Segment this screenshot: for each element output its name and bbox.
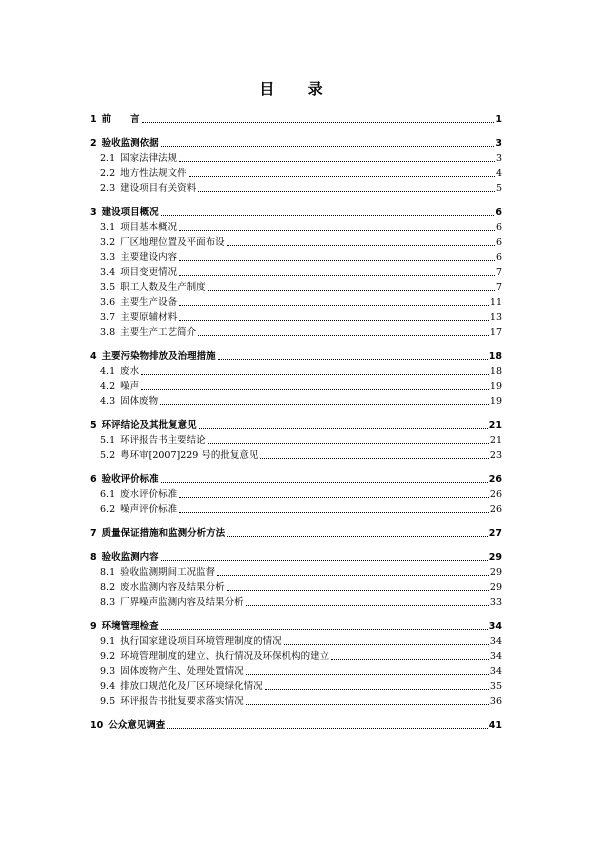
toc-entry-label: 噪声 bbox=[120, 381, 140, 392]
dot-leader bbox=[284, 644, 489, 645]
toc-entry-page-number: 19 bbox=[489, 396, 502, 407]
toc-entry-number: 3.1 bbox=[100, 222, 116, 233]
toc-entry-page-number: 26 bbox=[489, 489, 502, 500]
toc-entry-label: 废水评价标准 bbox=[120, 489, 178, 500]
toc-entry-number: 5.2 bbox=[100, 450, 116, 461]
dot-leader bbox=[141, 389, 489, 390]
toc-subsection-entry[interactable] bbox=[90, 595, 502, 610]
toc-entry-page-number: 34 bbox=[489, 636, 502, 647]
toc-subsection-entry[interactable] bbox=[90, 679, 502, 694]
page-title: 目 录 bbox=[259, 80, 337, 98]
toc-entry-page-number: 35 bbox=[489, 681, 502, 692]
dot-leader bbox=[189, 176, 495, 177]
toc-entry-number: 9.2 bbox=[100, 651, 116, 662]
toc-subsection-entry[interactable] bbox=[90, 580, 502, 595]
dot-leader bbox=[227, 245, 495, 246]
toc-entry-label: 主要生产设备 bbox=[120, 297, 178, 308]
dot-leader bbox=[161, 146, 495, 147]
toc-entry-label: 厂区地理位置及平面布设 bbox=[120, 237, 225, 248]
toc-entry-label: 厂界噪声监测内容及结果分析 bbox=[120, 597, 244, 608]
toc-subsection-entry[interactable] bbox=[90, 502, 502, 517]
toc-entry-label: 验收评价标准 bbox=[101, 474, 159, 485]
toc-entry-number: 8.3 bbox=[100, 597, 116, 608]
toc-section-entry[interactable] bbox=[90, 550, 502, 565]
toc-entry-number: 2.1 bbox=[100, 153, 116, 164]
toc-entry-number: 3.7 bbox=[100, 312, 116, 323]
toc-entry-label: 验收监测内容 bbox=[101, 552, 159, 563]
toc-entry-page-number: 26 bbox=[488, 474, 502, 485]
toc-entry-label: 排放口规范化及厂区环境绿化情况 bbox=[120, 681, 263, 692]
toc-entry-label: 项目变更情况 bbox=[120, 267, 178, 278]
dot-leader bbox=[179, 320, 489, 321]
toc-subsection-entry[interactable] bbox=[90, 280, 502, 295]
toc-entry-label: 地方性法规文件 bbox=[120, 168, 187, 179]
dot-leader bbox=[198, 335, 489, 336]
toc-entry-page-number: 36 bbox=[489, 696, 502, 707]
toc-entry-label: 国家法律法规 bbox=[120, 153, 178, 164]
toc-entry-label: 环境管理检查 bbox=[101, 621, 159, 632]
toc-entry-label: 建设项目有关资料 bbox=[120, 183, 197, 194]
toc-entry-page-number: 27 bbox=[488, 528, 502, 539]
toc-entry-number: 9.5 bbox=[100, 696, 116, 707]
toc-entry-page-number: 23 bbox=[489, 450, 502, 461]
toc-entry-label: 验收监测依据 bbox=[101, 138, 159, 149]
toc-entry-label: 废水监测内容及结果分析 bbox=[120, 582, 225, 593]
toc-entry-number: 4.3 bbox=[100, 396, 116, 407]
dot-leader bbox=[179, 161, 495, 162]
dot-leader bbox=[142, 122, 495, 123]
toc-entry-label: 公众意见调查 bbox=[108, 720, 166, 731]
dot-leader bbox=[227, 590, 489, 591]
toc-section-entry[interactable] bbox=[90, 526, 502, 541]
toc-subsection-entry[interactable] bbox=[90, 265, 502, 280]
toc-subsection-entry[interactable] bbox=[90, 220, 502, 235]
toc-entry-page-number: 21 bbox=[488, 420, 502, 431]
toc-entry-label: 建设项目概况 bbox=[101, 207, 159, 218]
dot-leader bbox=[161, 215, 495, 216]
toc-entry-number: 3.6 bbox=[100, 297, 116, 308]
toc-entry-page-number: 34 bbox=[488, 621, 502, 632]
toc-entry-number: 8.1 bbox=[100, 567, 116, 578]
dot-leader bbox=[265, 689, 489, 690]
dot-leader bbox=[179, 260, 495, 261]
toc-entry-label: 前 言 bbox=[101, 114, 140, 125]
toc-entry-number: 3.8 bbox=[100, 327, 116, 338]
toc-entry-page-number: 18 bbox=[488, 351, 502, 362]
toc-subsection-entry[interactable] bbox=[90, 379, 502, 394]
toc-subsection-entry[interactable] bbox=[90, 433, 502, 448]
toc-entry-number: 6.2 bbox=[100, 504, 116, 515]
toc-entry-page-number: 33 bbox=[489, 597, 502, 608]
toc-entry-number: 7 bbox=[90, 528, 97, 539]
toc-entry-number: 5.1 bbox=[100, 435, 116, 446]
dot-leader bbox=[160, 404, 489, 405]
dot-leader bbox=[208, 443, 489, 444]
toc-subsection-entry[interactable] bbox=[90, 634, 502, 649]
toc-entry-number: 3.5 bbox=[100, 282, 116, 293]
toc-entry-page-number: 29 bbox=[489, 582, 502, 593]
dot-leader bbox=[161, 482, 488, 483]
toc-entry-page-number: 7 bbox=[495, 282, 502, 293]
toc-subsection-entry[interactable] bbox=[90, 151, 502, 166]
dot-leader bbox=[217, 575, 489, 576]
toc-entry-page-number: 34 bbox=[489, 666, 502, 677]
toc-subsection-entry[interactable] bbox=[90, 394, 502, 409]
toc-entry-number: 8 bbox=[90, 552, 97, 563]
toc-entry-page-number: 6 bbox=[495, 252, 502, 263]
toc-entry-number: 6.1 bbox=[100, 489, 116, 500]
toc-entry-number: 4.2 bbox=[100, 381, 116, 392]
toc-entry-number: 2.3 bbox=[100, 183, 116, 194]
toc-subsection-entry[interactable] bbox=[90, 694, 502, 709]
toc-entry-label: 环评报告书批复要求落实情况 bbox=[120, 696, 244, 707]
dot-leader bbox=[167, 728, 488, 729]
toc-entry-page-number: 18 bbox=[489, 366, 502, 377]
toc-entry-number: 5 bbox=[90, 420, 97, 431]
toc-entry-page-number: 19 bbox=[489, 381, 502, 392]
dot-leader bbox=[246, 704, 489, 705]
toc-entry-number: 3.3 bbox=[100, 252, 116, 263]
toc-entry-number: 9.4 bbox=[100, 681, 116, 692]
dot-leader bbox=[227, 536, 488, 537]
toc-entry-number: 3.2 bbox=[100, 237, 116, 248]
toc-entry-number: 4 bbox=[90, 351, 97, 362]
toc-entry-page-number: 3 bbox=[495, 138, 502, 149]
toc-section-entry[interactable] bbox=[90, 136, 502, 151]
dot-leader bbox=[179, 230, 495, 231]
toc-entry-page-number: 13 bbox=[489, 312, 502, 323]
toc-subsection-entry[interactable] bbox=[90, 250, 502, 265]
toc-subsection-entry[interactable] bbox=[90, 181, 502, 196]
dot-leader bbox=[179, 305, 489, 306]
toc-entry-label: 环评报告书主要结论 bbox=[120, 435, 206, 446]
toc-entry-page-number: 6 bbox=[495, 222, 502, 233]
toc-entry-number: 9.1 bbox=[100, 636, 116, 647]
toc-subsection-entry[interactable] bbox=[90, 166, 502, 181]
toc-subsection-entry[interactable] bbox=[90, 364, 502, 379]
toc-entry-number: 9.3 bbox=[100, 666, 116, 677]
toc-entry-number: 1 bbox=[90, 114, 97, 125]
toc-entry-label: 执行国家建设项目环境管理制度的情况 bbox=[120, 636, 282, 647]
toc-entry-page-number: 7 bbox=[495, 267, 502, 278]
toc-entry-number: 10 bbox=[90, 720, 104, 731]
toc-subsection-entry[interactable] bbox=[90, 565, 502, 580]
toc-entry-page-number: 1 bbox=[495, 114, 502, 125]
toc-entry-label: 主要污染物排放及治理措施 bbox=[101, 351, 216, 362]
toc-subsection-entry[interactable] bbox=[90, 325, 502, 340]
toc-subsection-entry[interactable] bbox=[90, 310, 502, 325]
toc-section-entry[interactable] bbox=[90, 619, 502, 634]
toc-entry-number: 2 bbox=[90, 138, 97, 149]
toc-entry-number: 3 bbox=[90, 207, 97, 218]
toc-entry-page-number: 5 bbox=[495, 183, 502, 194]
toc-entry-number: 2.2 bbox=[100, 168, 116, 179]
dot-leader bbox=[179, 275, 495, 276]
toc-entry-page-number: 21 bbox=[489, 435, 502, 446]
table-of-contents bbox=[90, 112, 502, 733]
toc-subsection-entry[interactable] bbox=[90, 235, 502, 250]
dot-leader bbox=[199, 428, 488, 429]
toc-section-entry[interactable] bbox=[90, 418, 502, 433]
toc-entry-label: 验收监测期间工况监督 bbox=[120, 567, 216, 578]
dot-leader bbox=[198, 191, 495, 192]
toc-entry-number: 4.1 bbox=[100, 366, 116, 377]
toc-entry-label: 质量保证措施和监测分析方法 bbox=[101, 528, 226, 539]
dot-leader bbox=[208, 290, 495, 291]
toc-entry-page-number: 6 bbox=[495, 237, 502, 248]
toc-entry-page-number: 3 bbox=[495, 153, 502, 164]
toc-entry-page-number: 29 bbox=[489, 567, 502, 578]
dot-leader bbox=[331, 659, 489, 660]
toc-entry-number: 8.2 bbox=[100, 582, 116, 593]
toc-entry-label: 环评结论及其批复意见 bbox=[101, 420, 197, 431]
toc-entry-page-number: 29 bbox=[488, 552, 502, 563]
dot-leader bbox=[260, 458, 489, 459]
dot-leader bbox=[161, 629, 488, 630]
toc-entry-number: 3.4 bbox=[100, 267, 116, 278]
dot-leader bbox=[141, 374, 489, 375]
dot-leader bbox=[246, 605, 489, 606]
toc-entry-page-number: 11 bbox=[489, 297, 502, 308]
toc-entry-label: 粤环审[2007]229 号的批复意见 bbox=[120, 450, 259, 461]
dot-leader bbox=[179, 497, 489, 498]
toc-entry-page-number: 17 bbox=[489, 327, 502, 338]
toc-entry-page-number: 26 bbox=[489, 504, 502, 515]
toc-entry-label: 项目基本概况 bbox=[120, 222, 178, 233]
toc-subsection-entry[interactable] bbox=[90, 649, 502, 664]
dot-leader bbox=[179, 512, 489, 513]
toc-entry-label: 环境管理制度的建立、执行情况及环保机构的建立 bbox=[120, 651, 330, 662]
toc-subsection-entry[interactable] bbox=[90, 487, 502, 502]
toc-section-entry[interactable] bbox=[90, 205, 502, 220]
toc-entry-page-number: 4 bbox=[495, 168, 502, 179]
dot-leader bbox=[218, 359, 488, 360]
toc-subsection-entry[interactable] bbox=[90, 295, 502, 310]
toc-subsection-entry[interactable] bbox=[90, 664, 502, 679]
toc-entry-page-number: 34 bbox=[489, 651, 502, 662]
toc-entry-label: 固体废物 bbox=[120, 396, 159, 407]
toc-entry-label: 主要生产工艺简介 bbox=[120, 327, 197, 338]
toc-entry-label: 废水 bbox=[120, 366, 140, 377]
toc-entry-page-number: 6 bbox=[495, 207, 502, 218]
toc-entry-label: 噪声评价标准 bbox=[120, 504, 178, 515]
toc-section-entry[interactable] bbox=[90, 112, 502, 127]
dot-leader bbox=[161, 560, 488, 561]
toc-section-entry[interactable] bbox=[90, 718, 502, 733]
toc-entry-label: 主要建设内容 bbox=[120, 252, 178, 263]
toc-entry-label: 职工人数及生产制度 bbox=[120, 282, 206, 293]
toc-entry-number: 6 bbox=[90, 474, 97, 485]
toc-entry-page-number: 41 bbox=[488, 720, 502, 731]
toc-section-entry[interactable] bbox=[90, 349, 502, 364]
toc-entry-label: 主要原辅材料 bbox=[120, 312, 178, 323]
toc-entry-label: 固体废物产生、处理处置情况 bbox=[120, 666, 244, 677]
toc-entry-number: 9 bbox=[90, 621, 97, 632]
toc-section-entry[interactable] bbox=[90, 472, 502, 487]
toc-subsection-entry[interactable] bbox=[90, 448, 502, 463]
dot-leader bbox=[246, 674, 489, 675]
